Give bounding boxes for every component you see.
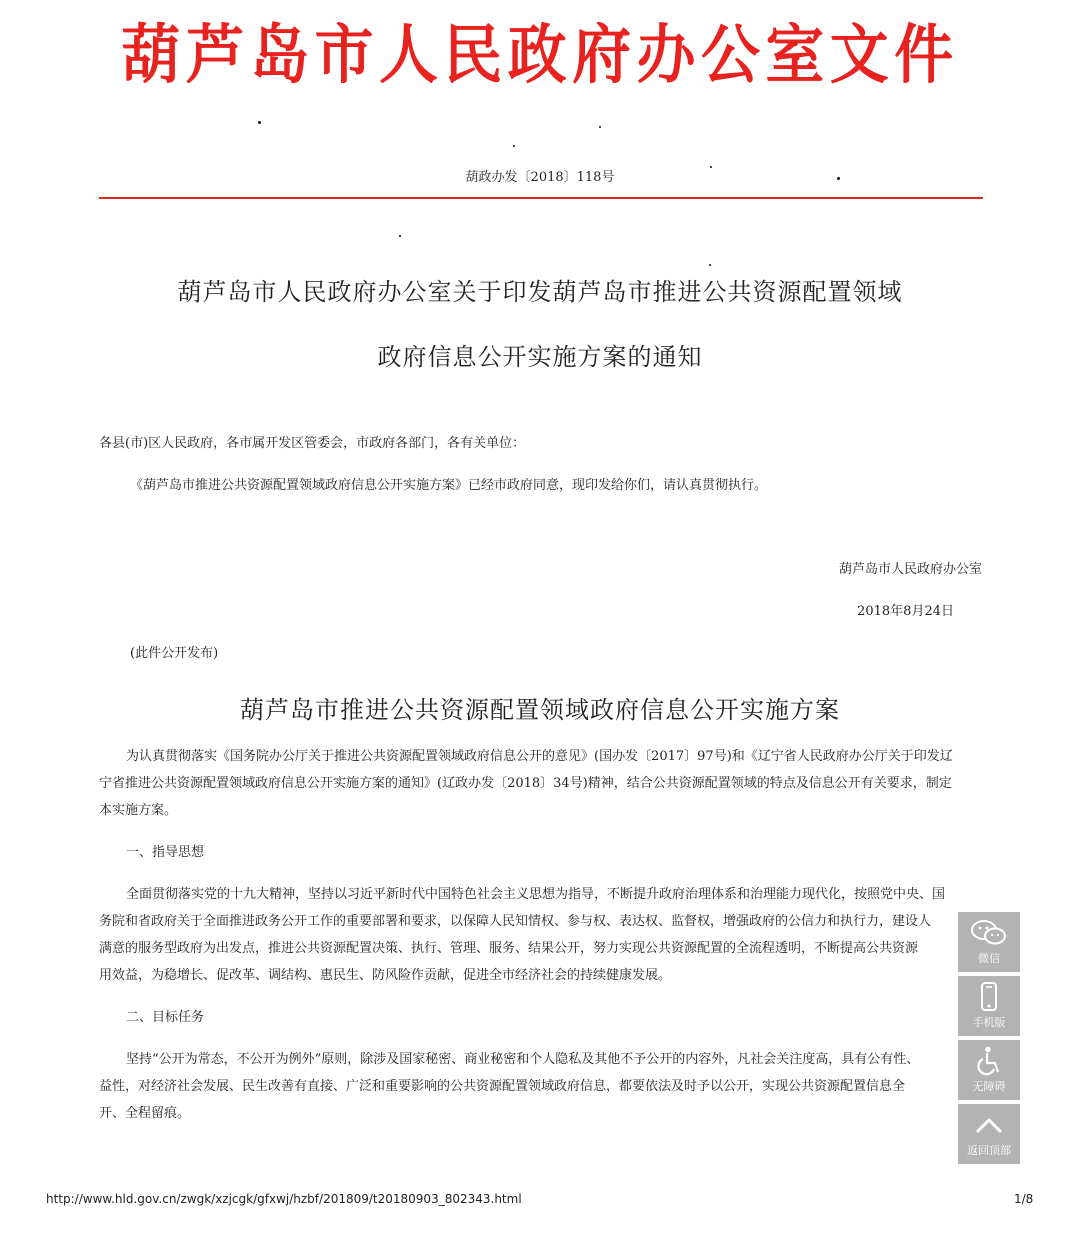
accessibility-label: 无障碍 [972, 1080, 1006, 1093]
notice-addressees: 各县(市)区人民政府，各市属开发区管委会，市政府各部门，各有关单位： [99, 436, 526, 451]
plan-intro-line: 为认真贯彻落实《国务院办公厅关于推进公共资源配置领域政府信息公开的意见》(国办发〔2017〕97号)和《辽宁省人民政府办公厅关于印发辽 [126, 749, 953, 764]
wechat-button[interactable] [958, 912, 1020, 972]
wheelchair-icon [969, 1046, 1009, 1076]
notice-date: 2018年8月24日 [857, 604, 954, 619]
back-to-top-label: 返回顶部 [967, 1144, 1011, 1157]
scan-speck [709, 264, 711, 266]
accessibility-button[interactable] [958, 1040, 1020, 1100]
floating-side-panel [958, 912, 1020, 1168]
mobile-version-label: 手机版 [972, 1016, 1006, 1029]
section2-line: 开、全程留痕。 [99, 1106, 191, 1121]
scan-speck [599, 126, 601, 128]
page-url: http://www.hld.gov.cn/zwgk/xzjcgk/gfxwj/hzbf/201809/t20180903_802343.html [46, 1192, 522, 1206]
section2-line: 益性，对经济社会发展、民生改善有直接、广泛和重要影响的公共资源配置领域政府信息，都要依法及时予以公开，实现公共资源配置信息全 [99, 1079, 906, 1094]
publish-note: (此件公开发布) [130, 646, 219, 661]
section1-line: 全面贯彻落实党的十九大精神，坚持以习近平新时代中国特色社会主义思想为指导，不断提升政府治理体系和治理能力现代化，按照党中央、国 [126, 887, 946, 902]
plan-intro-line: 宁省推进公共资源配置领域政府信息公开实施方案的通知》(辽政办发〔2018〕34号)精神，结合公共资源配置领域的特点及信息公开有关要求，制定 [99, 776, 952, 791]
notice-issuer: 葫芦岛市人民政府办公室 [838, 562, 982, 577]
chevron-up-icon [969, 1110, 1009, 1140]
red-divider [99, 197, 983, 199]
section1-line: 务院和省政府关于全面推进政务公开工作的重要部署和要求，以保障人民知情权、参与权、表达权、监督权，增强政府的公信力和执行力，建设人 [99, 914, 932, 929]
section1-heading: 一、指导思想 [126, 845, 205, 860]
scan-speck [399, 235, 401, 237]
notice-title-line2: 政府信息公开实施方案的通知 [377, 343, 703, 371]
page-counter: 1/8 [1014, 1192, 1034, 1206]
scan-speck [513, 145, 515, 147]
notice-body: 《葫芦岛市推进公共资源配置领域政府信息公开实施方案》已经市政府同意，现印发给你们，请认真贯彻执行。 [130, 478, 768, 493]
plan-title: 葫芦岛市推进公共资源配置领域政府信息公开实施方案 [240, 696, 840, 724]
scan-speck [258, 121, 261, 124]
notice-title-line1: 葫芦岛市人民政府办公室关于印发葫芦岛市推进公共资源配置领域 [177, 278, 903, 306]
section2-line: 坚持“公开为常态，不公开为例外”原则，除涉及国家秘密、商业秘密和个人隐私及其他不予公开的内容外，凡社会关注度高，具有公有性、 [126, 1052, 920, 1067]
document-masthead: 葫芦岛市人民政府办公室文件 [121, 19, 959, 93]
mobile-phone-icon [969, 982, 1009, 1012]
document-number: 葫政办发〔2018〕118号 [465, 170, 615, 185]
mobile-version-button[interactable] [958, 976, 1020, 1036]
section1-line: 满意的服务型政府为出发点，推进公共资源配置决策、执行、管理、服务、结果公开，努力实现公共资源配置的全流程透明，不断提高公共资源 [99, 941, 919, 956]
wechat-icon [969, 918, 1009, 948]
plan-intro-line: 本实施方案。 [99, 803, 178, 818]
section1-line: 用效益，为稳增长、促改革、调结构、惠民生、防风险作贡献，促进全市经济社会的持续健康发展。 [99, 968, 672, 983]
wechat-label: 微信 [978, 952, 1000, 965]
section2-heading: 二、目标任务 [126, 1010, 205, 1025]
back-to-top-button[interactable] [958, 1104, 1020, 1164]
